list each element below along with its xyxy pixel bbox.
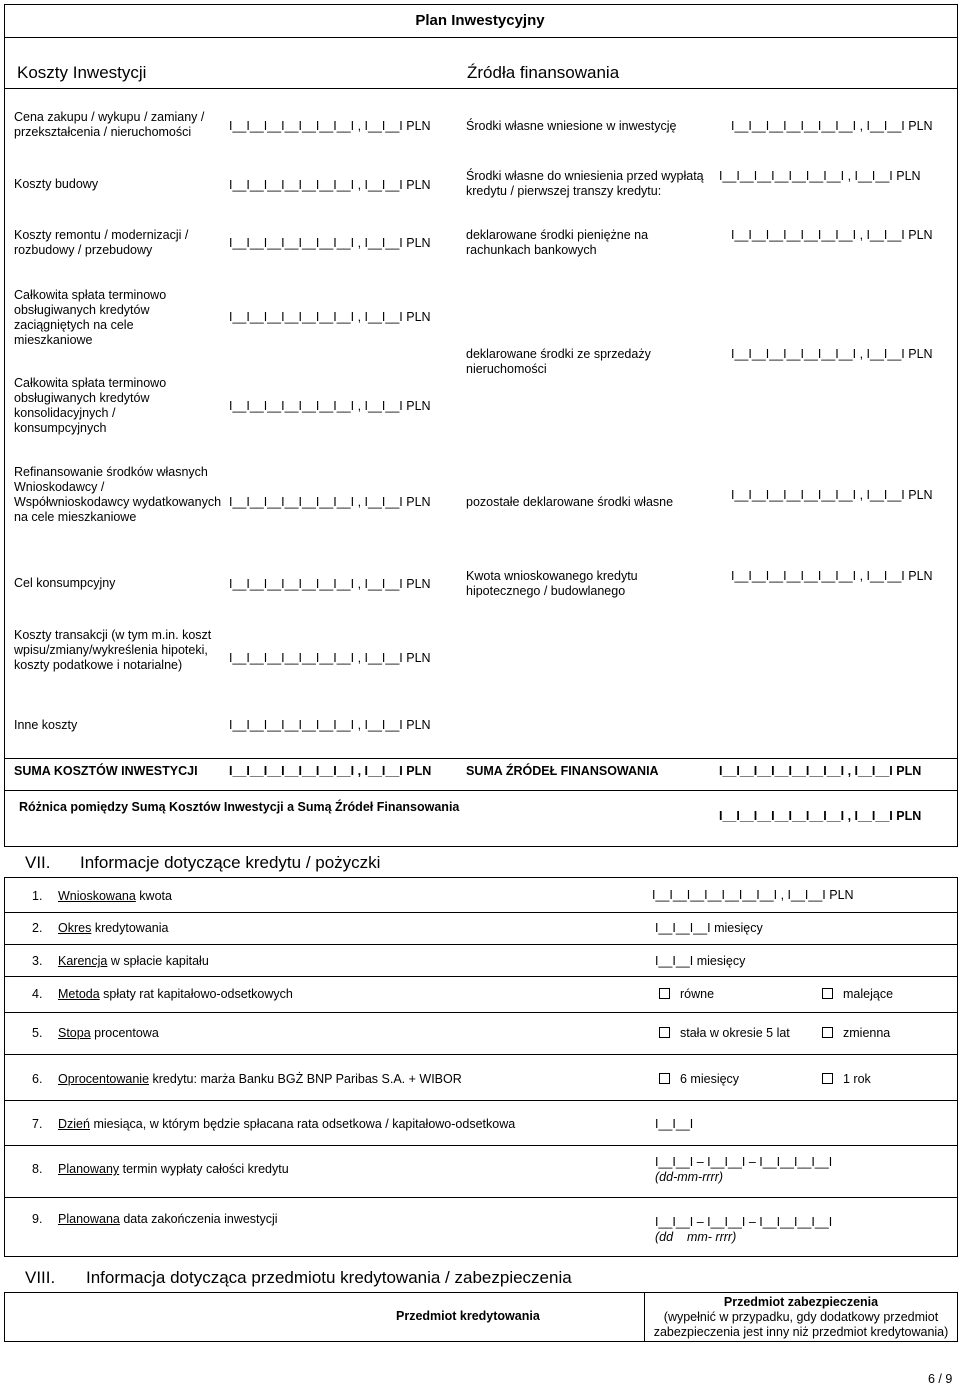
cost-amount-consumer-purpose[interactable]: I__I__I__I__I__I__I__I , I__I__I PLN [229,577,431,591]
item-7-label-first: Dzień [58,1117,90,1131]
source-label-own-contributed: Środki własne wniesione w inwestycję [466,119,677,133]
item-7-label [58,1117,515,1132]
cost-amount-renovation[interactable]: I__I__I__I__I__I__I__I , I__I__I PLN [229,236,431,250]
item-8-label-rest: termin wypłaty całości kredytu [119,1162,289,1176]
source-label-own-before-payout: Środki własne do wniesienia przed wypłatą kredytu / pierwszej transzy kredytu: [466,169,704,198]
item-4-label-rest: spłaty rat kapitałowo-odsetkowych [99,987,293,1001]
item-1-value[interactable]: I__I__I__I__I__I__I__I , I__I__I PLN [652,888,854,902]
cost-amount-transaction[interactable]: I__I__I__I__I__I__I__I , I__I__I PLN [229,651,431,665]
item-8-hint: (dd-mm-rrrr) [655,1170,724,1184]
cost-label-housing-loans: Całkowita spłata terminowo obsługiwanych kredytów zaciągniętych na cele mieszkaniowe [14,288,167,347]
sum-sources-amount[interactable]: I__I__I__I__I__I__I__I , I__I__I PLN [719,764,922,778]
item-3-number: 3. [32,954,43,968]
item-9-label-rest: data zakończenia inwestycji [119,1212,278,1226]
source-label-property-sale: deklarowane środki ze sprzedaży nieruchomości [466,347,651,376]
repayment-decreasing-checkbox[interactable] [822,988,833,999]
section-8-title: Informacja dotycząca przedmiotu kredytowania / zabezpieczenia [86,1268,572,1287]
collateral-object-header: Przedmiot zabezpieczenia [723,1295,879,1309]
wibor-6m-label: 6 miesięcy [680,1072,740,1086]
cost-label-consumer-purpose: Cel konsumpcyjny [14,576,116,590]
item-9-hint: (dd mm- rrrr) [655,1230,737,1244]
item-6-label-first: Oprocentowanie [58,1072,150,1086]
item-5-number: 5. [32,1026,43,1040]
item-2-label [58,921,168,936]
cost-amount-housing-loans[interactable]: I__I__I__I__I__I__I__I , I__I__I PLN [229,310,431,324]
cost-label-consumer-loans: Całkowita spłata terminowo obsługiwanych kredytów konsolidacyjnych / konsumpcyjnych [14,376,167,435]
cost-label-construction: Koszty budowy [14,177,99,191]
item-1-label-first: Wnioskowana [58,889,136,903]
sum-sources-label: SUMA ŹRÓDEŁ FINANSOWANIA [466,764,659,778]
item-6-label [58,1072,462,1087]
item-1-label-rest: kwota [135,889,172,903]
source-amount-requested-loan[interactable]: I__I__I__I__I__I__I__I , I__I__I PLN [731,569,933,583]
item-8-value[interactable]: I__I__I – I__I__I – I__I__I__I__I [655,1155,833,1169]
collateral-object-subheader: (wypełnić w przypadku, gdy dodatkowy przedmiot zabezpieczenia jest inny niż przedmiot kredytowania) [653,1310,949,1339]
item-9-label-first: Planowana [58,1212,120,1226]
source-amount-own-before-payout[interactable]: I__I__I__I__I__I__I__I , I__I__I PLN [719,169,921,183]
source-label-other-own: pozostałe deklarowane środki własne [466,495,674,509]
item-8-label [58,1162,289,1177]
cost-label-other: Inne koszty [14,718,78,732]
item-2-label-rest: kredytowania [91,921,169,935]
difference-amount[interactable]: I__I__I__I__I__I__I__I , I__I__I PLN [719,809,922,823]
cost-amount-other[interactable]: I__I__I__I__I__I__I__I , I__I__I PLN [229,718,431,732]
item-9-label [58,1212,278,1227]
sum-costs-label: SUMA KOSZTÓW INWESTYCJI [14,764,198,778]
source-amount-bank-accounts[interactable]: I__I__I__I__I__I__I__I , I__I__I PLN [731,228,933,242]
cost-label-purchase: Cena zakupu / wykupu / zamiany / przekształcenia / nieruchomości [14,110,205,139]
difference-label: Różnica pomiędzy Sumą Kosztów Inwestycji a Sumą Źródeł Finansowania [19,800,460,814]
item-5-label [58,1026,159,1041]
repayment-equal-checkbox[interactable] [659,988,670,999]
item-6-label-rest: kredytu: marża Banku BGŻ BNP Paribas S.A. + WIBOR [149,1072,462,1086]
source-label-bank-accounts: deklarowane środki pieniężne na rachunkach bankowych [466,228,649,257]
cost-amount-consumer-loans[interactable]: I__I__I__I__I__I__I__I , I__I__I PLN [229,399,431,413]
rate-variable-checkbox[interactable] [822,1027,833,1038]
plan-title: Plan Inwestycyjny [415,12,545,29]
item-5-label-first: Stopa [58,1026,91,1040]
source-amount-property-sale[interactable]: I__I__I__I__I__I__I__I , I__I__I PLN [731,347,933,361]
item-2-label-first: Okres [58,921,92,935]
item-7-value[interactable]: I__I__I [655,1117,694,1131]
wibor-1y-checkbox[interactable] [822,1073,833,1084]
cost-amount-construction[interactable]: I__I__I__I__I__I__I__I , I__I__I PLN [229,178,431,192]
wibor-1y-label: 1 rok [843,1072,871,1086]
sum-costs-amount[interactable]: I__I__I__I__I__I__I__I , I__I__I PLN [229,764,432,778]
item-5-label-rest: procentowa [90,1026,159,1040]
source-amount-other-own[interactable]: I__I__I__I__I__I__I__I , I__I__I PLN [731,488,933,502]
item-8-number: 8. [32,1162,43,1176]
wibor-6m-checkbox[interactable] [659,1073,670,1084]
credited-object-header: Przedmiot kredytowania [396,1309,540,1323]
item-7-number: 7. [32,1117,43,1131]
item-2-value[interactable]: I__I__I__I miesięcy [655,921,763,935]
item-3-label-first: Karencja [58,954,108,968]
item-4-label [58,987,293,1002]
item-3-label [58,954,209,969]
item-9-number: 9. [32,1212,43,1226]
item-1-number: 1. [32,889,43,903]
cost-amount-refinancing[interactable]: I__I__I__I__I__I__I__I , I__I__I PLN [229,495,431,509]
item-4-label-first: Metoda [58,987,100,1001]
repayment-decreasing-label: malejące [843,987,894,1001]
item-4-number: 4. [32,987,43,1001]
rate-fixed-checkbox[interactable] [659,1027,670,1038]
item-8-label-first: Planowany [58,1162,120,1176]
section-8-number: VIII. [25,1268,56,1287]
page-number: 6 / 9 [928,1372,953,1386]
source-amount-own-contributed[interactable]: I__I__I__I__I__I__I__I , I__I__I PLN [731,119,933,133]
item-3-label-rest: w spłacie kapitału [107,954,209,968]
item-3-value[interactable]: I__I__I miesięcy [655,954,746,968]
cost-label-transaction: Koszty transakcji (w tym m.in. koszt wpisu/zmiany/wykreślenia hipoteki, koszty podatkowe i notarialne) [14,628,212,672]
sources-header: Źródła finansowania [467,63,620,82]
item-2-number: 2. [32,921,43,935]
section-7-title: Informacje dotyczące kredytu / pożyczki [80,853,381,872]
item-6-number: 6. [32,1072,43,1086]
rate-variable-label: zmienna [843,1026,891,1040]
cost-label-renovation: Koszty remontu / modernizacji / rozbudowy / przebudowy [14,228,189,257]
item-7-label-rest: miesiąca, w którym będzie spłacana rata odsetkowa / kapitałowo-odsetkowa [89,1117,516,1131]
section-7-number: VII. [25,853,51,872]
costs-header: Koszty Inwestycji [17,63,147,82]
rate-fixed-label: stała w okresie 5 lat [680,1026,790,1040]
repayment-equal-label: równe [680,987,715,1001]
source-label-requested-loan: Kwota wnioskowanego kredytu hipotecznego / budowlanego [466,569,638,598]
item-1-label [58,889,172,904]
cost-amount-purchase[interactable]: I__I__I__I__I__I__I__I , I__I__I PLN [229,119,431,133]
item-9-value[interactable]: I__I__I – I__I__I – I__I__I__I__I [655,1215,833,1229]
cost-label-refinancing: Refinansowanie środków własnych Wnioskodawcy / Współwnioskodawcy wydatkowanych na cele mieszkaniowe [14,465,222,524]
